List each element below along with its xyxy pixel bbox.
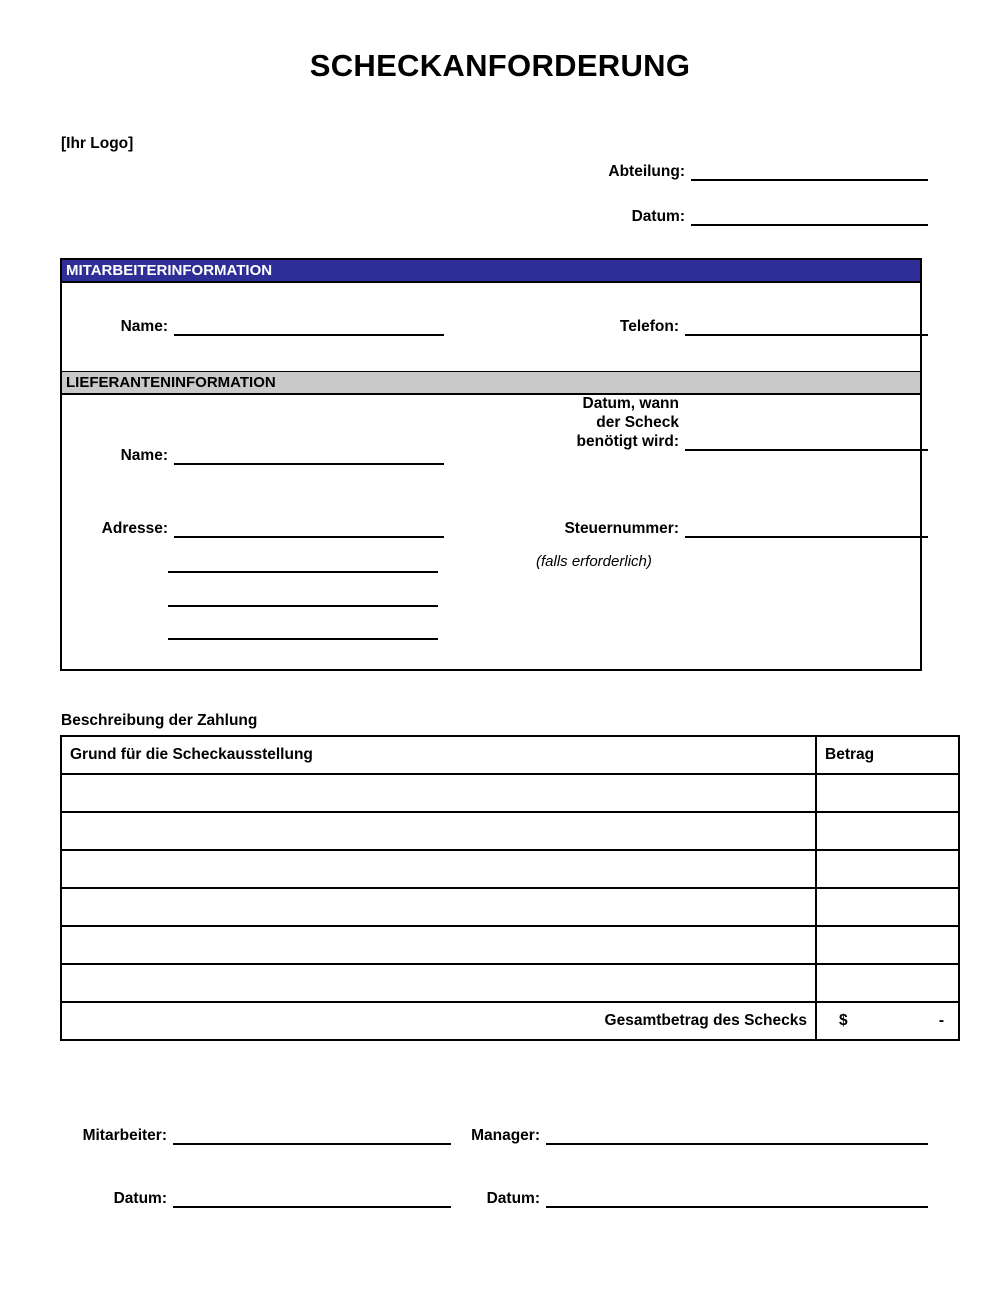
row-amount-cell[interactable] [816, 812, 959, 850]
row-amount-cell[interactable] [816, 964, 959, 1002]
vendor-address-label: Adresse: [101, 520, 168, 537]
check-date-needed-input[interactable] [685, 431, 928, 451]
logo-placeholder: [Ihr Logo] [61, 135, 134, 152]
vendor-name-field[interactable] [102, 445, 444, 465]
table-header-row [61, 736, 959, 774]
manager-signature-date-label: Datum: [486, 1190, 540, 1207]
total-currency-symbol: $ [839, 1012, 848, 1029]
total-amount-value: - [938, 1012, 944, 1029]
date-input[interactable] [691, 207, 928, 226]
department-label: Abteilung: [608, 163, 685, 180]
check-date-needed-label [542, 394, 685, 451]
information-box [60, 258, 922, 671]
vendor-address-input-line2[interactable] [168, 571, 438, 573]
employee-phone-label: Telefon: [619, 318, 679, 335]
table-row[interactable] [61, 812, 959, 850]
table-row[interactable] [61, 774, 959, 812]
employee-name-input[interactable] [174, 316, 444, 336]
manager-signature-date-field[interactable] [455, 1188, 928, 1208]
table-total-row [61, 1002, 959, 1040]
vendor-name-input[interactable] [174, 445, 444, 465]
column-header-reason: Grund für die Scheckausstellung [61, 736, 816, 774]
manager-signature-date-input[interactable] [546, 1188, 928, 1208]
vendor-tax-id-note: (falls erforderlich) [536, 553, 652, 570]
row-reason-cell[interactable] [61, 926, 816, 964]
row-amount-cell[interactable] [816, 774, 959, 812]
manager-signature-input[interactable] [546, 1125, 928, 1145]
row-reason-cell[interactable] [61, 964, 816, 1002]
check-date-needed-field[interactable] [542, 394, 928, 451]
row-reason-cell[interactable] [61, 812, 816, 850]
vendor-address-input-line1[interactable] [174, 518, 444, 538]
employee-section-header: MITARBEITERINFORMATION [62, 260, 920, 283]
table-row[interactable] [61, 850, 959, 888]
date-label: Datum: [631, 208, 685, 225]
row-amount-cell[interactable] [816, 926, 959, 964]
vendor-tax-id-input[interactable] [685, 518, 928, 538]
manager-signature-field[interactable] [455, 1125, 928, 1145]
payment-description-caption: Beschreibung der Zahlung [61, 712, 258, 729]
vendor-section-header: LIEFERANTENINFORMATION [62, 371, 920, 395]
vendor-address-input-line3[interactable] [168, 605, 438, 607]
date-field[interactable] [560, 207, 928, 226]
vendor-address-input-line4[interactable] [168, 638, 438, 640]
vendor-tax-id-label: Steuernummer: [564, 520, 679, 537]
employee-phone-field[interactable] [607, 316, 928, 336]
vendor-address-field[interactable] [82, 518, 444, 538]
employee-signature-field[interactable] [50, 1125, 451, 1145]
manager-signature-label: Manager: [471, 1127, 540, 1144]
check-date-needed-label-line3: benötigt wird: [576, 433, 679, 450]
column-header-amount: Betrag [816, 736, 959, 774]
employee-signature-date-input[interactable] [173, 1188, 451, 1208]
table-row[interactable] [61, 926, 959, 964]
check-date-needed-label-line1: Datum, wann [582, 395, 679, 412]
employee-signature-label: Mitarbeiter: [82, 1127, 167, 1144]
vendor-name-label: Name: [120, 447, 168, 464]
page-title: SCHECKANFORDERUNG [309, 48, 691, 83]
employee-signature-input[interactable] [173, 1125, 451, 1145]
employee-phone-input[interactable] [685, 316, 928, 336]
employee-name-label: Name: [120, 318, 168, 335]
row-amount-cell[interactable] [816, 888, 959, 926]
employee-name-field[interactable] [102, 316, 444, 336]
total-amount-cell [816, 1002, 959, 1040]
vendor-tax-id-field[interactable] [542, 518, 928, 538]
employee-signature-date-label: Datum: [113, 1190, 167, 1207]
check-date-needed-label-line2: der Scheck [596, 414, 679, 431]
row-reason-cell[interactable] [61, 888, 816, 926]
row-amount-cell[interactable] [816, 850, 959, 888]
row-reason-cell[interactable] [61, 774, 816, 812]
payment-table [60, 735, 960, 1041]
department-field[interactable] [560, 162, 928, 181]
total-label: Gesamtbetrag des Schecks [61, 1002, 816, 1040]
row-reason-cell[interactable] [61, 850, 816, 888]
table-row[interactable] [61, 888, 959, 926]
table-row[interactable] [61, 964, 959, 1002]
employee-signature-date-field[interactable] [50, 1188, 451, 1208]
department-input[interactable] [691, 162, 928, 181]
